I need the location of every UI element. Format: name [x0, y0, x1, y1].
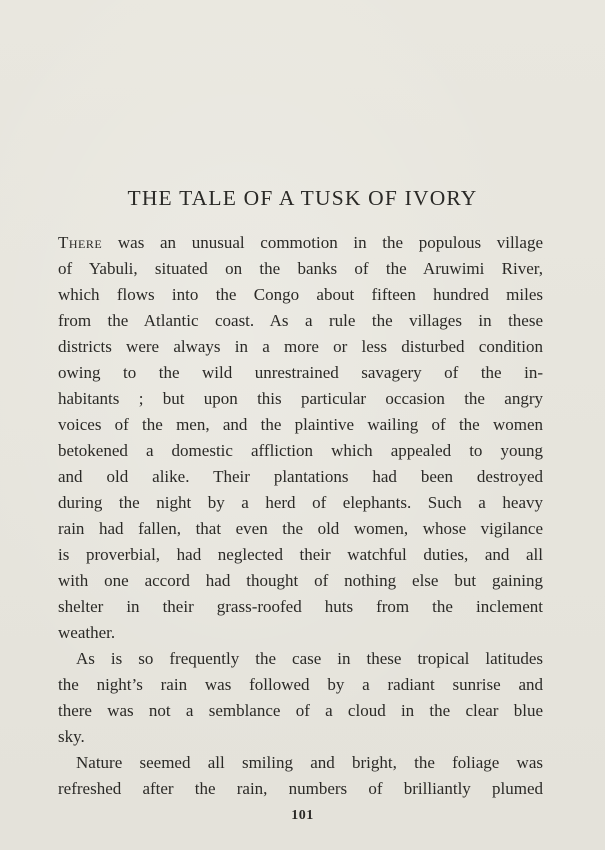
body-text	[58, 230, 543, 802]
text-line: betokened a domestic affliction which appealed to young	[58, 441, 543, 460]
text-line: of Yabuli, situated on the banks of the Aruwimi River,	[58, 259, 543, 278]
text-line: weather.	[58, 623, 116, 642]
text-line: habitants ; but upon this particular occasion the angry	[58, 389, 543, 408]
text-line: owing to the wild unrestrained savagery of the in-	[58, 363, 543, 382]
text-line: during the night by a herd of elephants. Such a heavy	[58, 493, 543, 512]
text-line: sky.	[58, 727, 85, 746]
drop-word: There	[58, 233, 103, 252]
text-line: refreshed after the rain, numbers of brilliantly plumed	[58, 779, 543, 798]
text-line: voices of the men, and the plaintive wailing of the women	[58, 415, 543, 434]
text-line: As is so frequently the case in these tropical latitudes	[76, 649, 543, 668]
text-line: from the Atlantic coast. As a rule the villages in these	[58, 311, 543, 330]
text-line: Nature seemed all smiling and bright, the foliage was	[76, 753, 543, 772]
text-line: shelter in their grass-roofed huts from the inclement	[58, 597, 543, 616]
text-line: There was an unusual commotion in the populous village	[58, 233, 543, 252]
page-number: 101	[291, 808, 314, 823]
text-line: districts were always in a more or less disturbed condition	[58, 337, 543, 356]
text-line: is proverbial, had neglected their watchful duties, and all	[58, 545, 543, 564]
text-line: rain had fallen, that even the old women, whose vigilance	[58, 519, 543, 538]
text-line: which flows into the Congo about fifteen hundred miles	[58, 285, 543, 304]
text-line: with one accord had thought of nothing else but gaining	[58, 571, 543, 590]
chapter-title: THE TALE OF A TUSK OF IVORY	[127, 186, 478, 210]
text-line: and old alike. Their plantations had been destroyed	[58, 467, 543, 486]
text-line: there was not a semblance of a cloud in the clear blue	[58, 701, 543, 720]
text-line: the night’s rain was followed by a radiant sunrise and	[58, 675, 543, 694]
